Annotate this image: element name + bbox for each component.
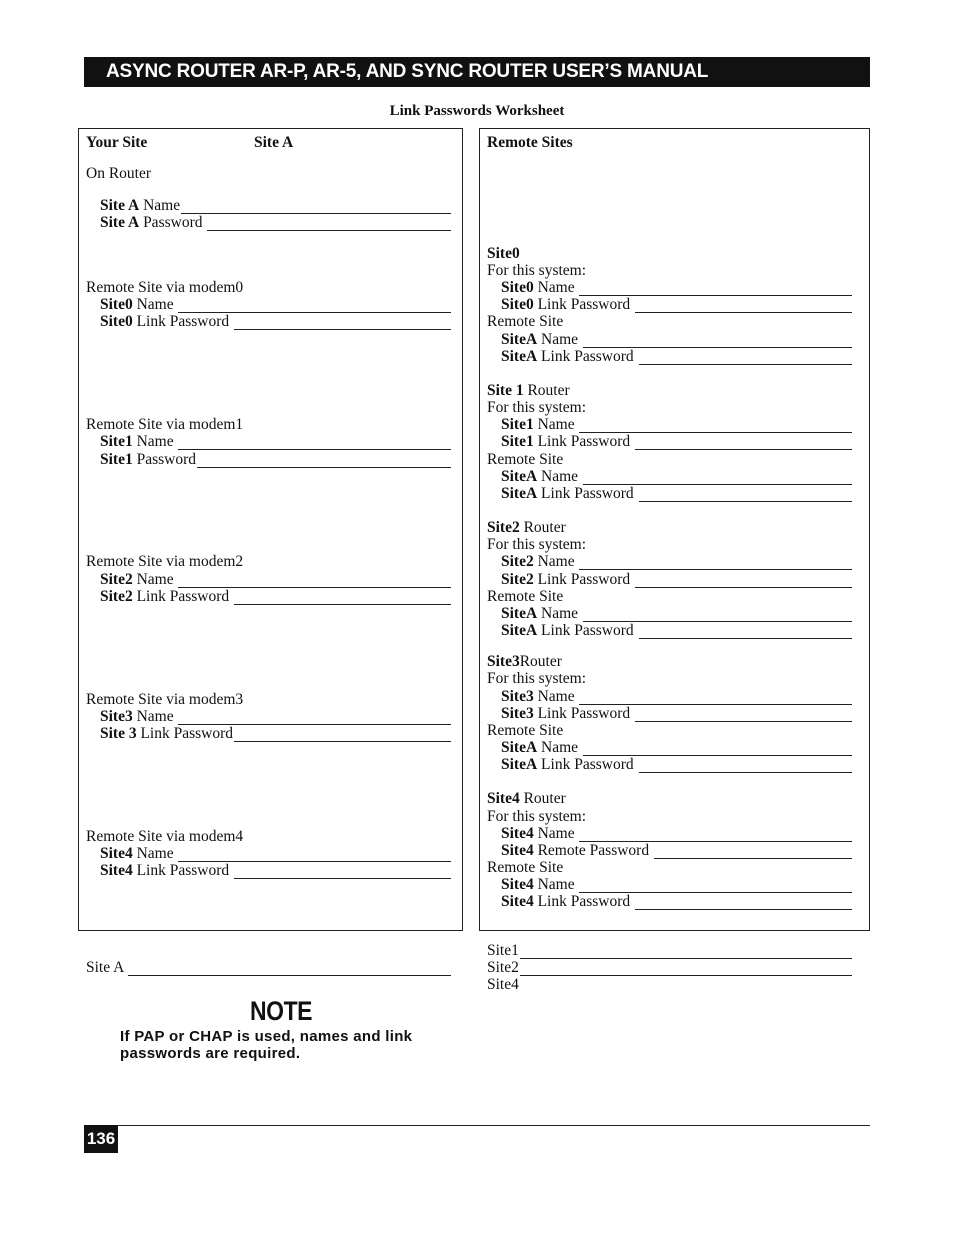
- field-label-site: Site4: [100, 862, 133, 879]
- heading-text: Router: [519, 790, 566, 807]
- field-label-site: SiteA: [501, 468, 538, 485]
- site3-local-password-field[interactable]: [501, 705, 852, 722]
- field-label-text: Link Password: [537, 622, 638, 639]
- site2-summary-field[interactable]: [487, 959, 852, 976]
- site3-local-name-field[interactable]: [501, 688, 852, 705]
- field-label-site: SiteA: [501, 485, 538, 502]
- blank-line[interactable]: [639, 351, 853, 365]
- heading-text: Router: [523, 382, 570, 399]
- field-label-site: Site2: [501, 553, 534, 570]
- page-number: 136: [84, 1125, 118, 1153]
- remote-site-label: Remote Site: [487, 451, 564, 468]
- field-label-text: Remote Password: [533, 842, 653, 859]
- for-this-system-label: For this system:: [487, 399, 587, 416]
- modem4-heading: Remote Site via modem4: [86, 828, 244, 845]
- site1-remote-name-field[interactable]: [501, 468, 852, 485]
- field-label-text: Link Password: [537, 348, 638, 365]
- site0-local-password-field[interactable]: [501, 296, 852, 313]
- site3-remote-name-field[interactable]: [501, 739, 852, 756]
- field-label-site: Site4: [100, 845, 133, 862]
- heading-site: Site 1: [487, 382, 524, 399]
- field-label-site: Site2: [100, 571, 133, 588]
- field-label-site: Site0: [501, 279, 534, 296]
- blank-line[interactable]: [583, 334, 852, 348]
- blank-line[interactable]: [639, 759, 853, 773]
- sitea-password-field[interactable]: [100, 214, 451, 231]
- field-label-text: Link Password: [132, 588, 234, 605]
- field-label-text: Link Password: [533, 893, 635, 910]
- blank-line[interactable]: [520, 945, 852, 959]
- field-label-site: Site3: [501, 705, 534, 722]
- site3-name-field[interactable]: [100, 708, 451, 725]
- field-label-site: Site1: [100, 451, 133, 468]
- site1-name-field[interactable]: [100, 433, 451, 450]
- your-site-label: Your Site: [86, 134, 148, 151]
- field-label-site: Site3: [100, 708, 133, 725]
- note-heading: NOTE: [250, 996, 313, 1026]
- blank-line[interactable]: [639, 488, 853, 502]
- site2-local-name-field[interactable]: [501, 553, 852, 570]
- field-label-text: Link Password: [132, 862, 234, 879]
- field-label-site: Site0: [100, 313, 133, 330]
- remote-site-label: Remote Site: [487, 588, 564, 605]
- site4-remote-name-field[interactable]: [501, 876, 852, 893]
- field-label-text: Link Password: [533, 571, 635, 588]
- your-site-value: Site A: [254, 134, 294, 151]
- field-label-site: SiteA: [501, 331, 538, 348]
- blank-line[interactable]: [178, 436, 451, 450]
- blank-line[interactable]: [579, 879, 852, 893]
- field-label-site: Site1: [100, 433, 133, 450]
- field-label-text: Name: [132, 433, 178, 450]
- site0-name-field[interactable]: [100, 296, 451, 313]
- site3-block-heading: [487, 653, 562, 670]
- blank-line[interactable]: [181, 200, 451, 214]
- sitea-name-field[interactable]: [100, 197, 451, 214]
- blank-line[interactable]: [579, 556, 852, 570]
- field-label-text: Name: [533, 279, 579, 296]
- field-label-site: SiteA: [501, 756, 538, 773]
- your-site-panel: [78, 128, 463, 931]
- field-label-text: Name: [537, 739, 582, 756]
- field-label-site: Site4: [501, 842, 534, 859]
- for-this-system-label: For this system:: [487, 262, 587, 279]
- site1-local-password-field[interactable]: [501, 433, 852, 450]
- site0-remote-name-field[interactable]: [501, 331, 852, 348]
- heading-text: Router: [519, 653, 562, 670]
- site0-block-heading: [487, 245, 520, 262]
- modem2-heading: Remote Site via modem2: [86, 553, 244, 570]
- site1-remote-password-field[interactable]: [501, 485, 852, 502]
- field-label-text: Name: [132, 571, 178, 588]
- field-label-text: Name: [533, 876, 579, 893]
- field-label-text: Link Password: [537, 485, 638, 502]
- site2-remote-name-field[interactable]: [501, 605, 852, 622]
- blank-line[interactable]: [635, 436, 852, 450]
- site1-local-name-field[interactable]: [501, 416, 852, 433]
- site4-password-field[interactable]: [100, 862, 451, 879]
- site1-summary-field[interactable]: [487, 942, 852, 959]
- blank-line[interactable]: [583, 471, 852, 485]
- heading-site: Site3: [487, 653, 520, 670]
- blank-line[interactable]: [178, 574, 451, 588]
- blank-line[interactable]: [234, 591, 451, 605]
- field-label-site: Site3: [501, 688, 534, 705]
- blank-line[interactable]: [234, 316, 451, 330]
- site2-name-field[interactable]: [100, 571, 451, 588]
- site3-remote-password-field[interactable]: [501, 756, 852, 773]
- site4-summary-label: Site4: [487, 976, 519, 993]
- blank-line[interactable]: [583, 742, 852, 756]
- field-label-text: Name: [139, 197, 181, 214]
- modem0-heading: Remote Site via modem0: [86, 279, 244, 296]
- site1-block-heading: [487, 382, 570, 399]
- manual-header-banner: ASYNC ROUTER AR-P, AR-5, AND SYNC ROUTER USER’S MANUAL: [84, 57, 870, 87]
- site1-password-field[interactable]: [100, 451, 451, 468]
- blank-line[interactable]: [178, 711, 451, 725]
- site2-block-heading: [487, 519, 566, 536]
- field-label-text: Name: [132, 708, 178, 725]
- site4-local-password-field[interactable]: [501, 842, 852, 859]
- field-label-text: Link Password: [533, 433, 635, 450]
- field-label-text: Password: [139, 214, 207, 231]
- footer-rule: [84, 1125, 870, 1126]
- blank-line[interactable]: [635, 896, 852, 910]
- field-label-site: Site2: [100, 588, 133, 605]
- site2-remote-password-field[interactable]: [501, 622, 852, 639]
- heading-site: Site2: [487, 519, 520, 536]
- modem3-heading: Remote Site via modem3: [86, 691, 244, 708]
- blank-line[interactable]: [197, 454, 451, 468]
- field-label-text: Link Password: [136, 725, 234, 742]
- blank-line[interactable]: [639, 625, 853, 639]
- blank-line[interactable]: [635, 574, 852, 588]
- field-label-site: Site1: [501, 416, 534, 433]
- field-label-text: Name: [533, 553, 579, 570]
- field-label-site: Site A: [100, 214, 140, 231]
- remote-site-label: Remote Site: [487, 313, 564, 330]
- blank-line[interactable]: [579, 419, 852, 433]
- heading-site: Site4: [487, 790, 520, 807]
- remote-site-label: Remote Site: [487, 722, 564, 739]
- field-label-text: Link Password: [533, 705, 635, 722]
- site-a-summary-field[interactable]: [86, 959, 451, 976]
- field-label-text: Name: [132, 296, 178, 313]
- blank-line[interactable]: [234, 865, 451, 879]
- blank-line[interactable]: [234, 728, 451, 742]
- site4-local-name-field[interactable]: [501, 825, 852, 842]
- for-this-system-label: For this system:: [487, 808, 587, 825]
- field-label-text: Name: [533, 416, 579, 433]
- field-label-text: Site A: [86, 959, 128, 976]
- field-label-text: Name: [537, 468, 582, 485]
- site3-password-field[interactable]: [100, 725, 451, 742]
- heading-text: Router: [519, 519, 566, 536]
- field-label-text: Name: [533, 825, 579, 842]
- blank-line[interactable]: [579, 828, 852, 842]
- blank-line[interactable]: [520, 962, 852, 976]
- blank-line[interactable]: [178, 299, 451, 313]
- blank-line[interactable]: [128, 962, 451, 976]
- site0-local-name-field[interactable]: [501, 279, 852, 296]
- field-label-text: Site2: [487, 959, 519, 976]
- field-label-site: Site4: [501, 825, 534, 842]
- blank-line[interactable]: [207, 217, 451, 231]
- blank-line[interactable]: [178, 848, 451, 862]
- field-label-site: SiteA: [501, 348, 538, 365]
- field-label-site: Site0: [100, 296, 133, 313]
- field-label-site: Site0: [501, 296, 534, 313]
- field-label-text: Name: [537, 605, 582, 622]
- field-label-text: Password: [132, 451, 197, 468]
- note-text: If PAP or CHAP is used, names and link passwords are required.: [120, 1028, 413, 1062]
- field-label-text: Name: [533, 688, 579, 705]
- blank-line[interactable]: [654, 845, 852, 859]
- field-label-text: Link Password: [533, 296, 635, 313]
- for-this-system-label: For this system:: [487, 536, 587, 553]
- field-label-text: Site1: [487, 942, 519, 959]
- blank-line[interactable]: [579, 282, 852, 296]
- field-label-text: Name: [132, 845, 178, 862]
- heading-site: Site0: [487, 245, 520, 262]
- field-label-site: Site1: [501, 433, 534, 450]
- field-label-site: Site 3: [100, 725, 137, 742]
- remote-sites-title: Remote Sites: [487, 134, 573, 151]
- modem1-heading: Remote Site via modem1: [86, 416, 244, 433]
- field-label-text: Link Password: [537, 756, 638, 773]
- site0-remote-password-field[interactable]: [501, 348, 852, 365]
- worksheet-title: Link Passwords Worksheet: [389, 103, 565, 119]
- field-label-text: Name: [537, 331, 582, 348]
- blank-line[interactable]: [579, 691, 852, 705]
- on-router-label: On Router: [86, 165, 152, 182]
- site2-password-field[interactable]: [100, 588, 451, 605]
- field-label-site: SiteA: [501, 739, 538, 756]
- site4-name-field[interactable]: [100, 845, 451, 862]
- site0-password-field[interactable]: [100, 313, 451, 330]
- for-this-system-label: For this system:: [487, 670, 587, 687]
- remote-site-label: Remote Site: [487, 859, 564, 876]
- blank-line[interactable]: [635, 708, 852, 722]
- site2-local-password-field[interactable]: [501, 571, 852, 588]
- blank-line[interactable]: [583, 608, 852, 622]
- site4-block-heading: [487, 790, 566, 807]
- field-label-site: SiteA: [501, 622, 538, 639]
- field-label-site: Site A: [100, 197, 140, 214]
- field-label-site: Site4: [501, 893, 534, 910]
- site4-remote-password-field[interactable]: [501, 893, 852, 910]
- field-label-site: Site4: [501, 876, 534, 893]
- field-label-site: SiteA: [501, 605, 538, 622]
- field-label-text: Link Password: [132, 313, 234, 330]
- field-label-site: Site2: [501, 571, 534, 588]
- blank-line[interactable]: [635, 299, 852, 313]
